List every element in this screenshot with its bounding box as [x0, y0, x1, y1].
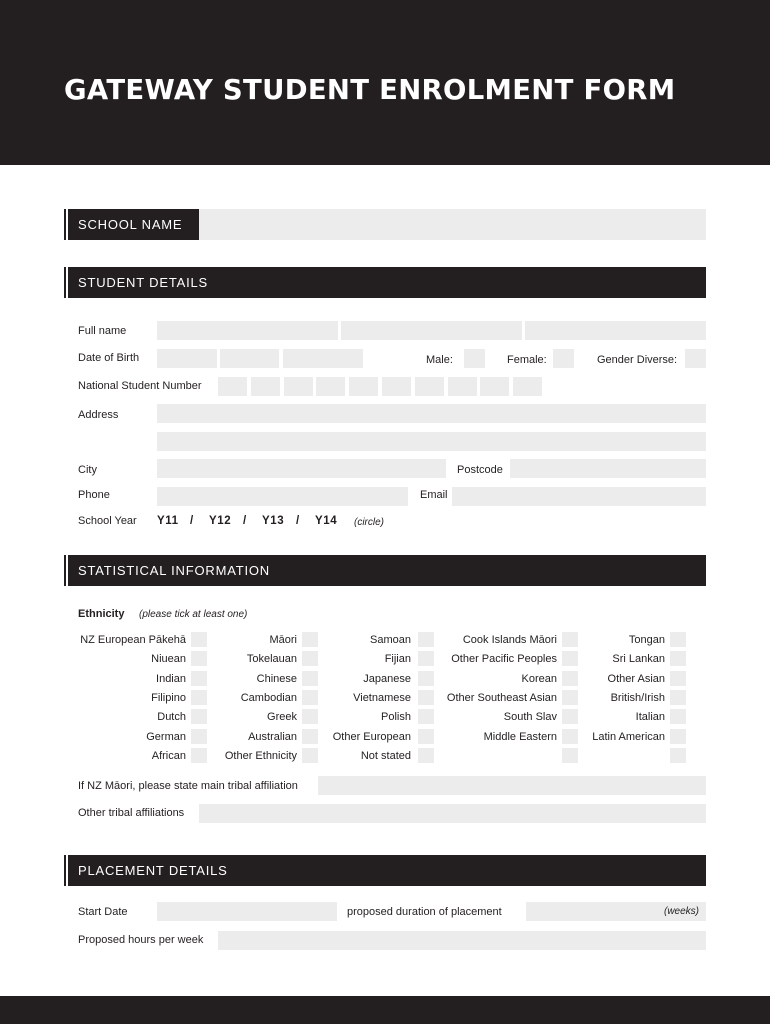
- postcode-field[interactable]: [510, 459, 706, 478]
- ethnicity-option-label: Middle Eastern: [483, 731, 557, 743]
- ethnicity-checkbox[interactable]: [562, 671, 578, 686]
- ethnicity-checkbox[interactable]: [670, 748, 686, 763]
- ethnicity-option-label: Tokelauan: [246, 653, 297, 665]
- hours-label: Proposed hours per week: [78, 934, 204, 946]
- nsn-digit-box[interactable]: [415, 377, 444, 396]
- section-statistical-information: STATISTICAL INFORMATION: [64, 555, 706, 586]
- female-label: Female:: [507, 354, 547, 366]
- year-option-y13[interactable]: Y13: [262, 515, 285, 527]
- dob-month-field[interactable]: [220, 349, 279, 368]
- school-name-field[interactable]: [199, 209, 706, 240]
- tribal-other-field[interactable]: [199, 804, 706, 823]
- full-name-middle-field[interactable]: [341, 321, 522, 340]
- duration-label: proposed duration of placement: [347, 906, 502, 918]
- full-name-first-field[interactable]: [157, 321, 338, 340]
- ethnicity-option-label: Other European: [332, 731, 411, 743]
- ethnicity-option-label: Not stated: [360, 750, 411, 762]
- ethnicity-checkbox[interactable]: [670, 632, 686, 647]
- ethnicity-option-label: Fijian: [384, 653, 411, 665]
- ethnicity-checkbox[interactable]: [418, 748, 434, 763]
- male-label: Male:: [426, 354, 453, 366]
- ethnicity-checkbox[interactable]: [562, 632, 578, 647]
- ethnicity-checkbox[interactable]: [562, 690, 578, 705]
- ethnicity-option-label: Polish: [381, 711, 411, 723]
- ethnicity-option-label: Māori: [269, 634, 297, 646]
- tribal-other-label: Other tribal affiliations: [78, 807, 185, 819]
- ethnicity-checkbox[interactable]: [302, 671, 318, 686]
- section-student-details: STUDENT DETAILS: [64, 267, 706, 298]
- ethnicity-checkbox[interactable]: [418, 632, 434, 647]
- address-label: Address: [78, 409, 119, 421]
- ethnicity-checkbox[interactable]: [302, 709, 318, 724]
- ethnicity-option-label: Other Pacific Peoples: [451, 653, 557, 665]
- ethnicity-checkbox[interactable]: [670, 671, 686, 686]
- ethnicity-option-label: Other Ethnicity: [224, 750, 297, 762]
- year-separator: /: [190, 515, 194, 527]
- ethnicity-option-label: Other Asian: [607, 673, 665, 685]
- school-year-label: School Year: [78, 515, 137, 527]
- nsn-digit-box[interactable]: [513, 377, 542, 396]
- ethnicity-option-label: Latin American: [592, 731, 665, 743]
- ethnicity-option-label: African: [151, 750, 186, 762]
- ethnicity-option-label: Tongan: [628, 634, 665, 646]
- ethnicity-option-label: Sri Lankan: [612, 653, 665, 665]
- ethnicity-checkbox[interactable]: [191, 632, 207, 647]
- nsn-digit-box[interactable]: [284, 377, 313, 396]
- ethnicity-checkbox[interactable]: [302, 632, 318, 647]
- ethnicity-checkbox[interactable]: [670, 690, 686, 705]
- dob-label: Date of Birth: [78, 352, 140, 364]
- dob-day-field[interactable]: [157, 349, 217, 368]
- year-separator: /: [243, 515, 247, 527]
- year-separator: /: [296, 515, 300, 527]
- city-label: City: [78, 464, 97, 476]
- postcode-label: Postcode: [457, 464, 503, 476]
- full-name-label: Full name: [78, 325, 127, 337]
- ethnicity-checkbox[interactable]: [418, 709, 434, 724]
- form-title: GATEWAY STUDENT ENROLMENT FORM: [64, 74, 676, 106]
- nsn-digit-box[interactable]: [480, 377, 509, 396]
- ethnicity-option-label: British/Irish: [610, 692, 665, 704]
- section-placement-details: PLACEMENT DETAILS: [64, 855, 706, 886]
- ethnicity-checkbox[interactable]: [302, 729, 318, 744]
- ethnicity-checkbox[interactable]: [191, 748, 207, 763]
- ethnicity-option-label: Samoan: [370, 634, 411, 646]
- ethnicity-checkbox[interactable]: [418, 690, 434, 705]
- ethnicity-checkbox[interactable]: [670, 709, 686, 724]
- ethnicity-checkbox[interactable]: [562, 748, 578, 763]
- nsn-digit-box[interactable]: [316, 377, 345, 396]
- circle-note: (circle): [354, 517, 384, 528]
- ethnicity-option-label: Italian: [635, 711, 665, 723]
- ethnicity-checkbox[interactable]: [670, 729, 686, 744]
- nsn-digit-box[interactable]: [251, 377, 280, 396]
- year-option-y11[interactable]: Y11: [157, 515, 179, 527]
- ethnicity-checkbox[interactable]: [418, 729, 434, 744]
- ethnicity-checkbox[interactable]: [302, 651, 318, 666]
- ethnicity-checkbox[interactable]: [562, 651, 578, 666]
- hours-field[interactable]: [218, 931, 706, 950]
- dob-year-field[interactable]: [283, 349, 363, 368]
- full-name-last-field[interactable]: [525, 321, 706, 340]
- ethnicity-option-label: Australian: [248, 731, 297, 743]
- weeks-unit-label: (weeks): [663, 906, 699, 917]
- ethnicity-option-label: Other Southeast Asian: [446, 692, 557, 704]
- year-option-y14[interactable]: Y14: [315, 515, 338, 527]
- header-banner: [0, 0, 770, 165]
- start-date-field[interactable]: [157, 902, 337, 921]
- phone-field[interactable]: [157, 487, 408, 506]
- gender-diverse-checkbox[interactable]: [685, 349, 706, 368]
- ethnicity-option-label: Vietnamese: [353, 692, 411, 704]
- ethnicity-checkbox[interactable]: [302, 748, 318, 763]
- address-line-1-field[interactable]: [157, 404, 706, 423]
- city-field[interactable]: [157, 459, 446, 478]
- ethnicity-option-label: Korean: [521, 673, 557, 685]
- ethnicity-note: (please tick at least one): [139, 609, 248, 620]
- ethnicity-option-label: Greek: [267, 711, 297, 723]
- footer-bar: [0, 996, 770, 1024]
- ethnicity-option-label: Cook Islands Māori: [462, 634, 557, 646]
- ethnicity-checkbox[interactable]: [670, 651, 686, 666]
- ethnicity-checkbox[interactable]: [562, 729, 578, 744]
- gender-diverse-label: Gender Diverse:: [597, 354, 678, 366]
- email-label: Email: [420, 489, 448, 501]
- section-school-name: SCHOOL NAME: [64, 209, 199, 240]
- nsn-digit-box[interactable]: [382, 377, 411, 396]
- year-option-y12[interactable]: Y12: [209, 515, 232, 527]
- ethnicity-option-label: NZ European Pākehā: [80, 634, 186, 646]
- ethnicity-checkbox[interactable]: [191, 690, 207, 705]
- start-date-label: Start Date: [78, 906, 128, 918]
- ethnicity-label: Ethnicity: [78, 608, 125, 620]
- ethnicity-checkbox[interactable]: [418, 651, 434, 666]
- nsn-digit-box[interactable]: [349, 377, 378, 396]
- ethnicity-option-label: Chinese: [256, 673, 297, 685]
- ethnicity-option-label: German: [146, 731, 186, 743]
- female-checkbox[interactable]: [553, 349, 574, 368]
- nsn-digit-box[interactable]: [218, 377, 247, 396]
- ethnicity-checkbox[interactable]: [562, 709, 578, 724]
- ethnicity-checkbox[interactable]: [191, 651, 207, 666]
- nsn-digit-box[interactable]: [448, 377, 477, 396]
- ethnicity-option-label: Indian: [156, 673, 186, 685]
- duration-field[interactable]: [526, 902, 706, 921]
- ethnicity-option-label: Cambodian: [240, 692, 297, 704]
- ethnicity-option-label: Dutch: [157, 711, 186, 723]
- ethnicity-option-label: Japanese: [363, 673, 411, 685]
- tribal-main-field[interactable]: [318, 776, 706, 795]
- ethnicity-option-label: Niuean: [151, 653, 186, 665]
- ethnicity-checkbox[interactable]: [191, 671, 207, 686]
- email-field[interactable]: [452, 487, 706, 506]
- ethnicity-option-label: Filipino: [151, 692, 186, 704]
- ethnicity-checkbox[interactable]: [418, 671, 434, 686]
- nsn-label: National Student Number: [78, 380, 202, 392]
- ethnicity-option-label: South Slav: [503, 711, 557, 723]
- tribal-main-label: If NZ Māori, please state main tribal affiliation: [78, 780, 298, 792]
- ethnicity-checkbox[interactable]: [302, 690, 318, 705]
- male-checkbox[interactable]: [464, 349, 485, 368]
- ethnicity-checkbox[interactable]: [191, 729, 207, 744]
- address-line-2-field[interactable]: [157, 432, 706, 451]
- phone-label: Phone: [78, 489, 110, 501]
- ethnicity-checkbox[interactable]: [191, 709, 207, 724]
